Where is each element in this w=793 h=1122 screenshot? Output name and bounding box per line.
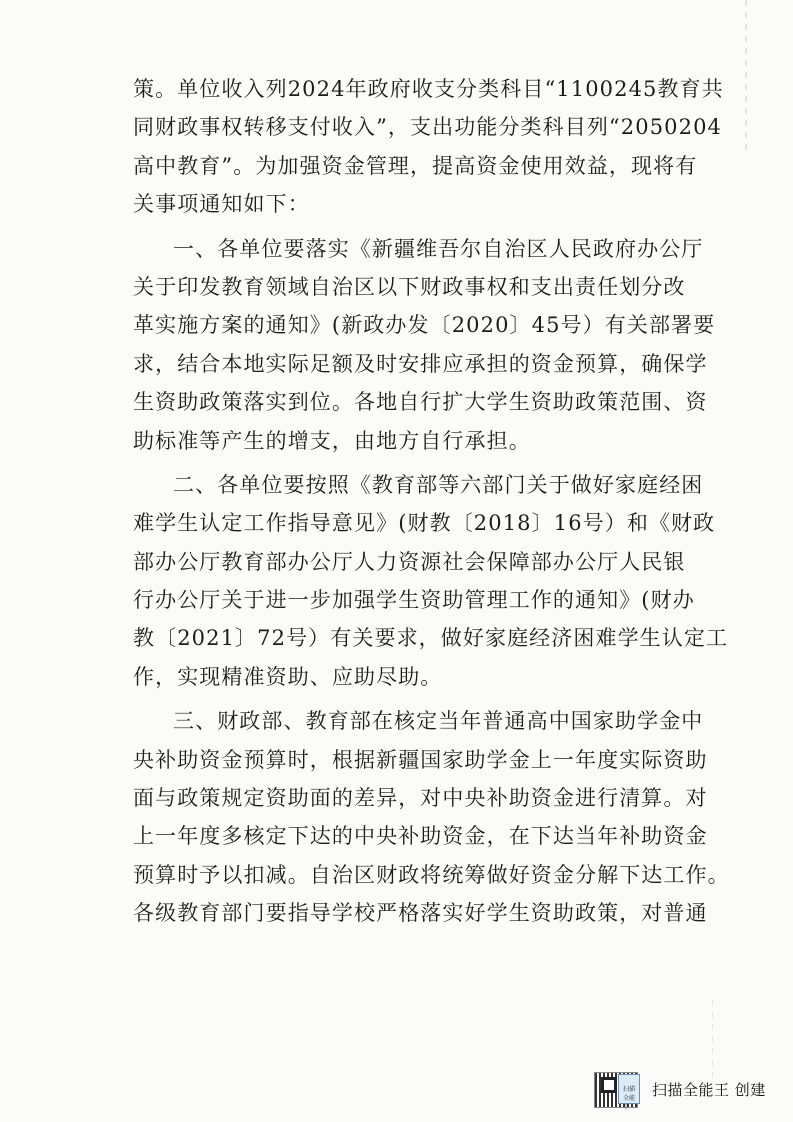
text-line: 央补助资金预算时，根据新疆国家助学金上一年度实际资助 xyxy=(133,747,708,772)
paragraph-intro xyxy=(133,70,724,224)
text-line: 三、财政部、教育部在核定当年普通高中国家助学金中 xyxy=(173,709,704,734)
text-line: 教〔2021〕72号）有关要求，做好家庭经济困难学生认定工 xyxy=(133,626,729,651)
text-line: 预算时予以扣减。自治区财政将统筹做好资金分解下达工作。 xyxy=(133,862,730,887)
text-line: 同财政事权转移支付收入”，支出功能分类科目列“2050204 xyxy=(133,115,722,140)
text-line: 上一年度多核定下达的中央补助资金，在下达当年补助资金 xyxy=(133,824,708,849)
text-line: 助标准等产生的增支，由地方自行承担。 xyxy=(133,428,531,453)
text-line: 策。单位收入列2024年政府收支分类科目“1100245教育共 xyxy=(133,77,724,101)
scanner-logo-text: 扫描全能王 xyxy=(623,1086,636,1111)
paragraph-section-1 xyxy=(133,230,716,460)
text-line: 作，实现精准资助、应助尽助。 xyxy=(133,664,443,689)
text-line: 关事项通知如下： xyxy=(133,192,310,217)
text-line: 革实施方案的通知》(新政办发〔2020〕45号）有关部署要 xyxy=(133,313,716,338)
text-line: 面与政策规定资助面的差异，对中央补助资金进行清算。对 xyxy=(133,786,708,811)
paragraph-section-3 xyxy=(133,702,730,932)
text-line: 关于印发教育领域自治区以下财政事权和支出责任划分改 xyxy=(133,274,686,299)
scanner-watermark xyxy=(594,1068,784,1112)
scanner-brand-label: 扫描全能王 创建 xyxy=(652,1081,766,1099)
text-line: 行办公厅关于进一步加强学生资助管理工作的通知》(财办 xyxy=(133,588,695,613)
scan-edge-mark xyxy=(745,0,747,150)
text-line: 二、各单位要按照《教育部等六部门关于做好家庭经困 xyxy=(173,472,704,497)
paragraph-section-2 xyxy=(133,466,729,696)
scanner-logo xyxy=(618,1074,640,1111)
text-line: 部办公厅教育部办公厅人力资源社会保障部办公厅人民银 xyxy=(133,549,686,574)
document-body xyxy=(133,70,730,933)
text-line: 生资助政策落实到位。各地自行扩大学生资助政策范围、资 xyxy=(133,390,708,415)
text-line: 高中教育”。为加强资金管理，提高资金使用效益，现将有 xyxy=(133,153,698,178)
text-line: 求，结合本地实际足额及时安排应承担的资金预算，确保学 xyxy=(133,351,708,376)
text-line: 一、各单位要落实《新疆维吾尔自治区人民政府办公厅 xyxy=(173,236,704,261)
text-line: 各级教育部门要指导学校严格落实好学生资助政策，对普通 xyxy=(133,901,708,926)
text-line: 难学生认定工作指导意见》(财教〔2018〕16号）和《财政 xyxy=(133,511,716,536)
